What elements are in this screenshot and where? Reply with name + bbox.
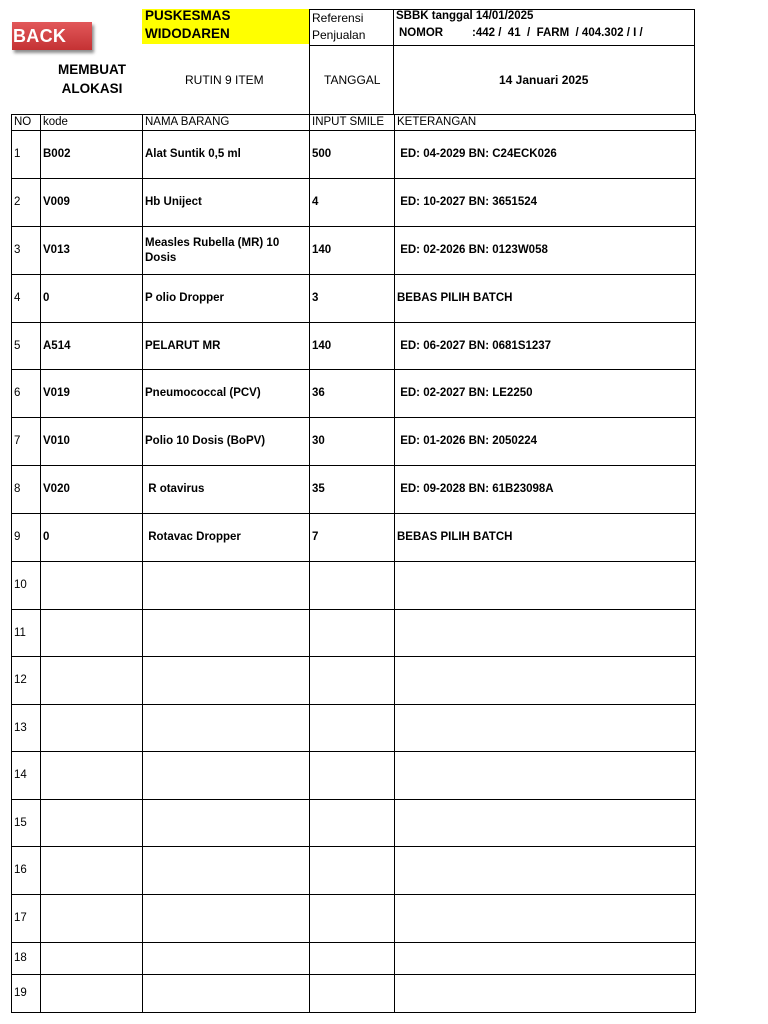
cell-kode[interactable]: 0 [41, 514, 143, 562]
cell-no[interactable]: 12 [12, 657, 41, 705]
cell-no[interactable]: 9 [12, 514, 41, 562]
table-row [12, 466, 696, 514]
col-header-no: NO [12, 115, 41, 131]
cell-input-smile[interactable]: 7 [310, 514, 395, 562]
cell-keterangan[interactable] [395, 657, 696, 705]
cell-nama-barang[interactable] [143, 705, 310, 752]
cell-no[interactable]: 16 [12, 847, 41, 895]
table-row [12, 275, 696, 323]
cell-no[interactable]: 14 [12, 752, 41, 800]
table-row [12, 752, 696, 800]
cell-kode[interactable]: V013 [41, 227, 143, 275]
col-header-kode: kode [41, 115, 143, 131]
table-row [12, 562, 696, 610]
table-row [12, 705, 696, 752]
page-title-line1: MEMBUAT [58, 62, 126, 77]
cell-kode[interactable]: V020 [41, 466, 143, 514]
cell-no[interactable]: 19 [12, 975, 41, 1013]
table-row [12, 418, 696, 466]
cell-no[interactable]: 13 [12, 705, 41, 752]
table-row [12, 847, 696, 895]
nomor-label: NOMOR [399, 27, 444, 39]
cell-nama-barang[interactable] [143, 975, 310, 1013]
nomor-value: :442 / 41 / FARM / 404.302 / I / [472, 27, 643, 39]
cell-input-smile[interactable] [310, 943, 395, 975]
cell-nama-barang[interactable] [143, 562, 310, 610]
cell-keterangan[interactable]: BEBAS PILIH BATCH [395, 275, 696, 323]
cell-keterangan[interactable]: BEBAS PILIH BATCH [395, 514, 696, 562]
cell-nama-barang[interactable]: Rotavac Dropper [143, 514, 310, 562]
cell-no[interactable]: 5 [12, 323, 41, 370]
col-header-input-smile: INPUT SMILE [310, 115, 395, 131]
cell-keterangan[interactable] [395, 562, 696, 610]
cell-keterangan[interactable]: ED: 01-2026 BN: 2050224 [395, 418, 696, 466]
cell-input-smile[interactable]: 35 [310, 466, 395, 514]
cell-kode[interactable] [41, 610, 143, 657]
tanggal-value: 14 Januari 2025 [499, 73, 589, 87]
cell-kode[interactable] [41, 847, 143, 895]
cell-nama-barang[interactable] [143, 895, 310, 943]
cell-input-smile[interactable] [310, 562, 395, 610]
cell-nama-barang[interactable] [143, 800, 310, 847]
cell-kode[interactable] [41, 705, 143, 752]
cell-kode[interactable] [41, 562, 143, 610]
cell-keterangan[interactable]: ED: 04-2029 BN: C24ECK026 [395, 131, 696, 179]
puskesmas-line1: PUSKESMAS [145, 8, 231, 23]
cell-input-smile[interactable] [310, 657, 395, 705]
cell-no[interactable]: 17 [12, 895, 41, 943]
cell-no[interactable]: 2 [12, 179, 41, 227]
table-row [12, 227, 696, 275]
sbbk-date: SBBK tanggal 14/01/2025 [396, 10, 534, 22]
cell-input-smile[interactable]: 36 [310, 370, 395, 418]
cell-keterangan[interactable] [395, 705, 696, 752]
puskesmas-cell [142, 9, 309, 44]
cell-no[interactable]: 4 [12, 275, 41, 323]
cell-keterangan[interactable] [395, 975, 696, 1013]
header-border-mid [309, 45, 695, 46]
cell-kode[interactable]: V009 [41, 179, 143, 227]
cell-input-smile[interactable] [310, 800, 395, 847]
table-row [12, 131, 696, 179]
cell-nama-barang[interactable]: Polio 10 Dosis (BoPV) [143, 418, 310, 466]
rutin-label: RUTIN 9 ITEM [185, 73, 264, 87]
cell-nama-barang[interactable]: Measles Rubella (MR) 10 Dosis [143, 227, 310, 275]
cell-nama-barang[interactable]: Hb Uniject [143, 179, 310, 227]
referensi-line1: Referensi [312, 11, 364, 25]
table-row [12, 975, 696, 1013]
cell-no[interactable]: 6 [12, 370, 41, 418]
cell-input-smile[interactable]: 140 [310, 323, 395, 370]
cell-kode[interactable]: 0 [41, 275, 143, 323]
cell-input-smile[interactable] [310, 847, 395, 895]
cell-keterangan[interactable] [395, 800, 696, 847]
cell-keterangan[interactable] [395, 610, 696, 657]
cell-kode[interactable]: V010 [41, 418, 143, 466]
cell-nama-barang[interactable] [143, 847, 310, 895]
table-row [12, 179, 696, 227]
header-border-right [694, 9, 695, 115]
cell-kode[interactable] [41, 975, 143, 1013]
cell-nama-barang[interactable] [143, 752, 310, 800]
col-header-nama-barang: NAMA BARANG [143, 115, 310, 131]
cell-nama-barang[interactable]: R otavirus [143, 466, 310, 514]
cell-keterangan[interactable] [395, 943, 696, 975]
table-row [12, 657, 696, 705]
cell-keterangan[interactable] [395, 847, 696, 895]
table-row [12, 370, 696, 418]
cell-kode[interactable] [41, 657, 143, 705]
cell-kode[interactable]: B002 [41, 131, 143, 179]
col-header-keterangan: KETERANGAN [395, 115, 696, 131]
cell-input-smile[interactable]: 4 [310, 179, 395, 227]
cell-no[interactable]: 3 [12, 227, 41, 275]
cell-no[interactable]: 10 [12, 562, 41, 610]
cell-kode[interactable] [41, 800, 143, 847]
alokasi-table [11, 114, 696, 1013]
cell-nama-barang[interactable]: Alat Suntik 0,5 ml [143, 131, 310, 179]
cell-keterangan[interactable]: ED: 09-2028 BN: 61B23098A [395, 466, 696, 514]
header-border-left [309, 9, 310, 115]
cell-input-smile[interactable]: 3 [310, 275, 395, 323]
cell-keterangan[interactable]: ED: 02-2027 BN: LE2250 [395, 370, 696, 418]
cell-keterangan[interactable] [395, 752, 696, 800]
cell-input-smile[interactable]: 30 [310, 418, 395, 466]
table-header-row [12, 115, 696, 131]
cell-input-smile[interactable] [310, 975, 395, 1013]
cell-nama-barang[interactable] [143, 657, 310, 705]
referensi-line2: Penjualan [312, 28, 366, 42]
cell-keterangan[interactable] [395, 895, 696, 943]
cell-nama-barang[interactable]: PELARUT MR [143, 323, 310, 370]
table-row [12, 800, 696, 847]
cell-input-smile[interactable]: 500 [310, 131, 395, 179]
cell-keterangan[interactable]: ED: 10-2027 BN: 3651524 [395, 179, 696, 227]
cell-input-smile[interactable] [310, 895, 395, 943]
cell-no[interactable]: 18 [12, 943, 41, 975]
cell-no[interactable]: 7 [12, 418, 41, 466]
back-button[interactable]: BACK [12, 22, 92, 50]
table-row [12, 895, 696, 943]
cell-no[interactable]: 15 [12, 800, 41, 847]
cell-kode[interactable]: A514 [41, 323, 143, 370]
cell-keterangan[interactable]: ED: 02-2026 BN: 0123W058 [395, 227, 696, 275]
cell-nama-barang[interactable]: P olio Dropper [143, 275, 310, 323]
cell-kode[interactable] [41, 895, 143, 943]
page-title-line2: ALOKASI [61, 81, 123, 96]
cell-input-smile[interactable] [310, 705, 395, 752]
cell-input-smile[interactable] [310, 610, 395, 657]
cell-keterangan[interactable]: ED: 06-2027 BN: 0681S1237 [395, 323, 696, 370]
cell-no[interactable]: 8 [12, 466, 41, 514]
cell-kode[interactable]: V019 [41, 370, 143, 418]
cell-input-smile[interactable]: 140 [310, 227, 395, 275]
cell-no[interactable]: 1 [12, 131, 41, 179]
cell-nama-barang[interactable] [143, 610, 310, 657]
cell-nama-barang[interactable]: Pneumococcal (PCV) [143, 370, 310, 418]
cell-nama-barang[interactable] [143, 943, 310, 975]
cell-kode[interactable] [41, 752, 143, 800]
page-title [50, 60, 134, 98]
table-row [12, 514, 696, 562]
cell-kode[interactable] [41, 943, 143, 975]
header-border-divider [393, 9, 394, 115]
table-row [12, 943, 696, 975]
table-row [12, 610, 696, 657]
cell-no[interactable]: 11 [12, 610, 41, 657]
tanggal-label: TANGGAL [324, 73, 381, 87]
table-row [12, 323, 696, 370]
cell-input-smile[interactable] [310, 752, 395, 800]
puskesmas-line2: WIDODAREN [145, 26, 230, 41]
